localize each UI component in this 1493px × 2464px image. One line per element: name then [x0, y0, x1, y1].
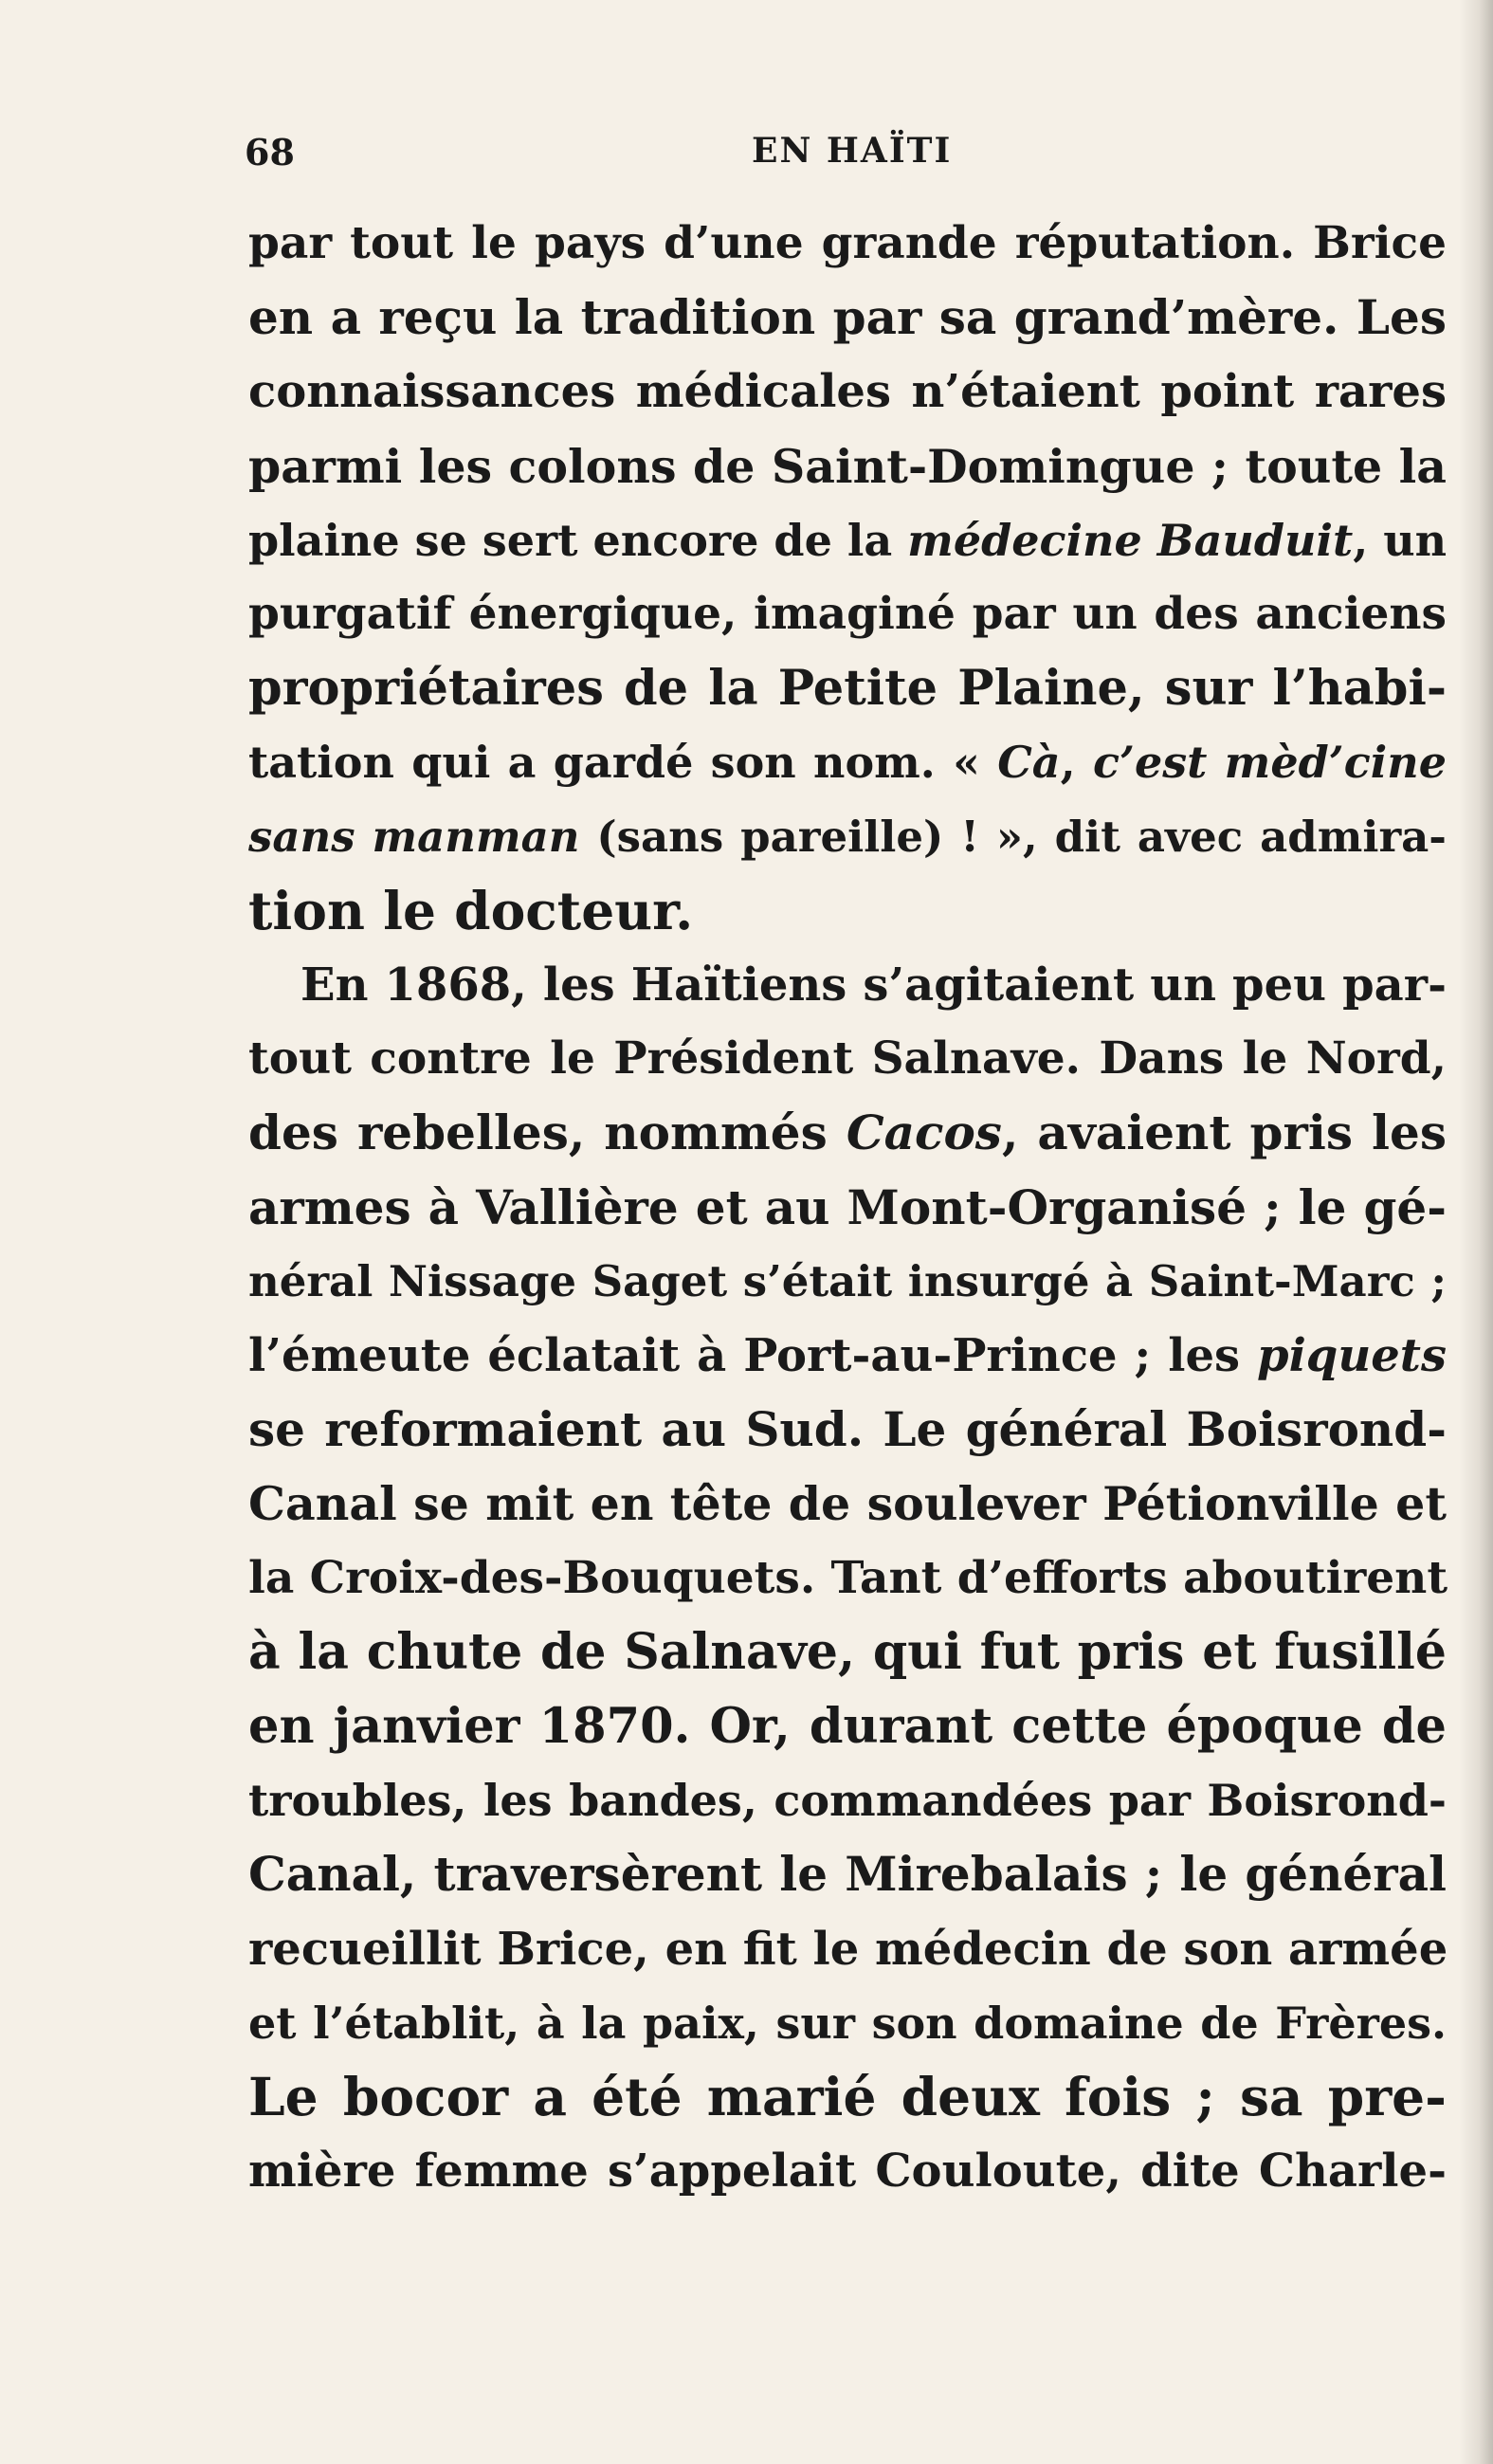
text-segment: , — [1060, 737, 1093, 789]
text-line — [248, 800, 1447, 874]
text-segment: des rebelles, nommés — [248, 1104, 847, 1161]
text-segment: troubles, les bandes, commandées par Boisrond- — [248, 1775, 1447, 1827]
text-line — [248, 503, 1447, 577]
body-text — [248, 207, 1447, 2208]
text-line — [248, 1689, 1447, 1763]
text-segment: tion le docteur. — [248, 879, 694, 941]
text-line — [248, 1986, 1447, 2060]
text-line — [248, 1022, 1447, 1096]
text-segment: Canal se mit en tête de soulever Pétionville et — [248, 1476, 1447, 1532]
text-segment: propriétaires de la Petite Plaine, sur l’habi- — [248, 660, 1447, 718]
italic-segment: Cà — [997, 737, 1061, 789]
page-edge-shadow — [1459, 0, 1493, 2464]
text-segment: tout contre le Président Salnave. Dans le Nord, — [248, 1032, 1447, 1086]
text-segment: En 1868, les Haïtiens s’agitaient un peu par- — [300, 958, 1447, 1013]
text-segment: l’émeute éclatait à Port-au-Prince ; les — [248, 1329, 1257, 1383]
text-line — [248, 1615, 1447, 1689]
text-line — [248, 1245, 1447, 1319]
text-segment: par tout le pays d’une grande réputation. Brice — [248, 217, 1447, 269]
italic-segment: c’est mèd’cine — [1092, 737, 1447, 789]
text-line — [248, 1542, 1447, 1615]
italic-segment: piquets — [1257, 1329, 1447, 1383]
text-segment: la Croix-des-Bouquets. Tant d’efforts aboutirent — [248, 1551, 1448, 1604]
text-segment: à la chute de Salnave, qui fut pris et fusillé — [248, 1622, 1447, 1681]
text-line — [248, 1912, 1447, 1986]
text-line — [248, 1171, 1447, 1245]
text-line — [248, 874, 1447, 948]
text-line — [248, 1319, 1447, 1393]
text-segment: tation qui a gardé son nom. « — [248, 737, 998, 789]
text-line — [248, 725, 1447, 799]
text-segment: connaissances médicales n’étaient point rares — [248, 365, 1447, 419]
italic-segment: Cacos — [846, 1104, 1002, 1161]
page-number: 68 — [245, 131, 295, 173]
running-title: EN HAÏTI — [752, 131, 953, 171]
text-line — [248, 577, 1447, 651]
text-segment: Canal, traversèrent le Mirebalais ; le général — [248, 1846, 1447, 1903]
text-segment: Le bocor a été marié deux fois ; sa pre- — [248, 2066, 1447, 2128]
text-segment: et l’établit, à la paix, sur son domaine de Frères. — [248, 1997, 1447, 2049]
text-segment: en janvier 1870. Or, durant cette époque de — [248, 1698, 1447, 1756]
text-segment: se reformaient au Sud. Le général Boisrond- — [248, 1401, 1447, 1458]
text-segment: purgatif énergique, imaginé par un des anciens — [248, 588, 1447, 641]
text-line — [248, 1837, 1447, 1911]
text-segment: en a reçu la tradition par sa grand’mère. Les — [248, 289, 1447, 346]
text-segment: (sans pareille) ! », dit avec admira- — [579, 811, 1447, 862]
text-line — [248, 429, 1447, 503]
text-line — [248, 2060, 1447, 2134]
text-line — [248, 1763, 1447, 1837]
text-line — [248, 948, 1447, 1022]
page-header — [245, 121, 1448, 178]
text-line — [248, 1393, 1447, 1467]
text-line — [248, 207, 1447, 281]
text-segment: armes à Vallière et au Mont-Organisé ; le gé- — [248, 1178, 1447, 1235]
text-line — [248, 1096, 1447, 1170]
text-segment: parmi les colons de Saint-Domingue ; toute la — [248, 438, 1447, 494]
italic-segment: médecine Bauduit — [907, 514, 1354, 566]
text-line — [248, 355, 1447, 429]
text-segment: , avaient pris les — [1001, 1104, 1447, 1161]
text-segment: recueillit Brice, en fit le médecin de son armée — [248, 1922, 1448, 1976]
text-line — [248, 281, 1447, 355]
text-line — [248, 2134, 1447, 2208]
text-line — [248, 1467, 1447, 1541]
text-segment: mière femme s’appelait Couloute, dite Charle- — [248, 2145, 1447, 2199]
italic-segment: sans manman — [248, 811, 580, 862]
text-segment: , un — [1353, 514, 1447, 566]
text-segment: néral Nissage Saget s’était insurgé à Saint-Marc ; — [248, 1255, 1447, 1306]
text-segment: plaine se sert encore de la — [248, 514, 908, 566]
text-line — [248, 651, 1447, 725]
